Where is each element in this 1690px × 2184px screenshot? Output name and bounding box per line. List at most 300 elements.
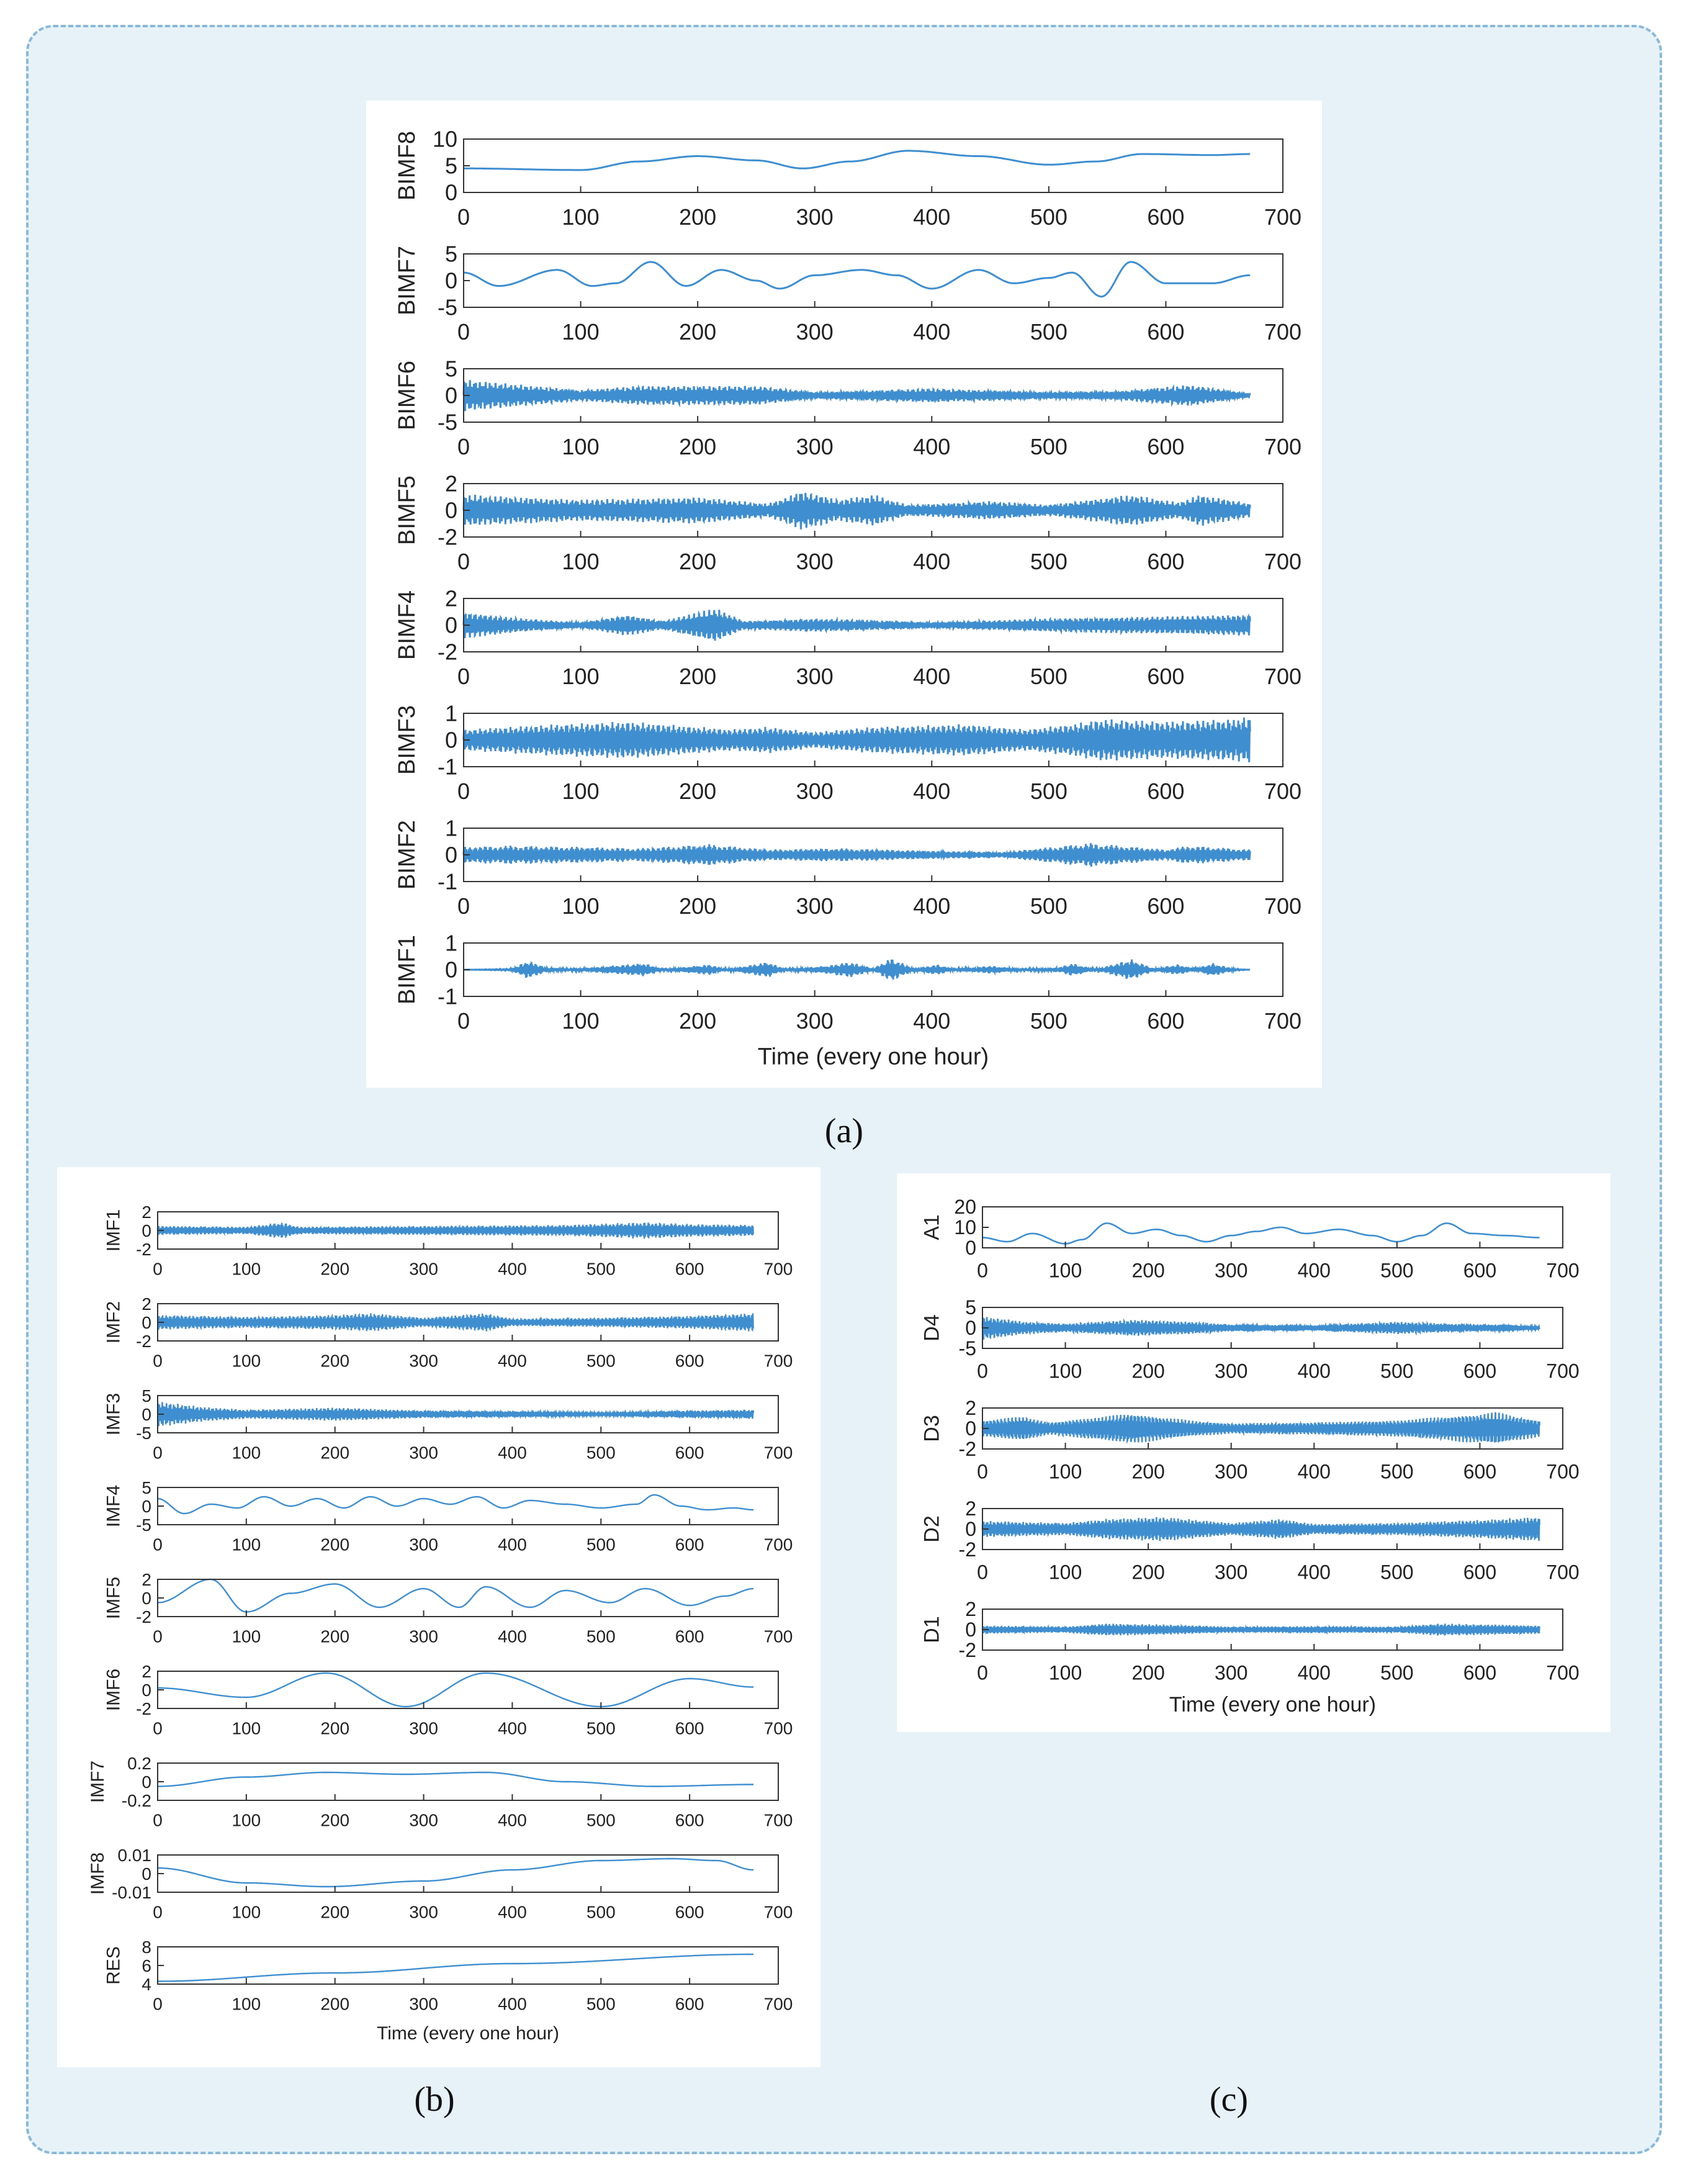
x-tick-label: 400 [913, 204, 951, 230]
x-tick-label: 500 [1030, 663, 1067, 689]
x-tick-label: 0 [153, 1351, 163, 1371]
y-tick-label: 0 [142, 1588, 151, 1608]
x-tick-label: 600 [675, 1627, 704, 1646]
x-tick-label: 400 [913, 548, 951, 574]
chart-b [57, 1167, 820, 2067]
series-line-BIMF5 [464, 493, 1250, 530]
y-tick-label: 0 [142, 1772, 151, 1792]
x-tick-label: 100 [231, 1994, 261, 2014]
y-tick-label: 2 [444, 585, 457, 611]
y-axis-label: IMF7 [88, 1760, 109, 1803]
x-tick-label: 300 [409, 1810, 438, 1830]
x-tick-label: 0 [977, 1259, 988, 1282]
series-line-BIMF3 [464, 718, 1250, 762]
x-tick-label: 700 [763, 1443, 793, 1463]
axes-box [464, 139, 1283, 192]
x-tick-label: 300 [796, 1008, 834, 1034]
x-tick-label: 700 [1264, 433, 1302, 459]
y-tick-label: -2 [437, 639, 457, 665]
series-line-IMF1 [158, 1222, 753, 1239]
x-tick-label: 500 [1030, 1008, 1067, 1034]
x-tick-label: 0 [457, 548, 470, 574]
axes-box [158, 1763, 778, 1800]
x-tick-label: 0 [977, 1460, 988, 1483]
x-tick-label: 600 [675, 1443, 704, 1463]
x-tick-label: 700 [1546, 1661, 1580, 1684]
y-tick-label: 5 [444, 241, 457, 267]
series-line-IMF3 [158, 1402, 753, 1426]
series-line-IMF6 [158, 1673, 753, 1707]
subplot-b-4 [103, 1478, 793, 1555]
x-tick-label: 700 [763, 1627, 793, 1646]
y-axis-label: BIMF6 [393, 361, 420, 430]
x-tick-label: 200 [320, 1994, 350, 2014]
x-tick-label: 500 [586, 1810, 616, 1830]
x-axis-label: Time (every one hour) [377, 2023, 559, 2044]
y-tick-label: 0 [142, 1864, 151, 1884]
y-axis-label: D1 [920, 1616, 944, 1643]
x-tick-label: 300 [796, 548, 834, 574]
x-tick-label: 700 [1264, 663, 1302, 689]
axes-box [464, 254, 1283, 307]
x-tick-label: 700 [1264, 204, 1302, 230]
series-line-A1 [982, 1223, 1540, 1243]
x-tick-label: 100 [231, 1902, 261, 1922]
x-tick-label: 0 [457, 204, 470, 230]
y-tick-label: 0 [142, 1221, 151, 1240]
x-tick-label: 400 [1297, 1661, 1331, 1684]
x-tick-label: 100 [562, 548, 600, 574]
x-tick-label: 600 [1147, 433, 1185, 459]
x-tick-label: 100 [562, 778, 600, 804]
x-tick-label: 700 [763, 1351, 793, 1371]
x-tick-label: 600 [1463, 1259, 1497, 1282]
x-axis-label: Time (every one hour) [757, 1044, 989, 1070]
x-tick-label: 400 [913, 778, 951, 804]
y-tick-label: 0.2 [127, 1753, 151, 1773]
x-tick-label: 300 [409, 1902, 438, 1922]
y-tick-label: 5 [142, 1478, 151, 1497]
x-tick-label: 300 [409, 1259, 438, 1279]
x-tick-label: 400 [498, 1627, 527, 1646]
subplot-a-2 [394, 241, 1301, 345]
x-tick-label: 300 [1215, 1460, 1248, 1483]
y-axis-label: IMF6 [103, 1668, 124, 1712]
y-tick-label: 5 [142, 1386, 151, 1406]
y-tick-label: 0 [965, 1518, 976, 1541]
x-tick-label: 0 [977, 1561, 988, 1584]
x-tick-label: 0 [457, 893, 470, 919]
y-tick-label: 2 [965, 1598, 976, 1621]
y-tick-label: 0 [444, 957, 457, 983]
y-tick-label: -2 [136, 1607, 151, 1627]
x-tick-label: 200 [679, 318, 717, 345]
series-line-BIMF7 [464, 262, 1250, 297]
y-axis-label: BIMF5 [393, 476, 420, 545]
x-tick-label: 200 [320, 1443, 350, 1463]
y-tick-label: 1 [444, 930, 457, 956]
x-tick-label: 100 [1048, 1661, 1082, 1684]
x-tick-label: 300 [1215, 1561, 1248, 1584]
subplot-a-8 [394, 931, 1301, 1034]
subplot-c-3 [920, 1397, 1580, 1482]
x-tick-label: 400 [498, 1259, 527, 1279]
y-axis-label: IMF4 [103, 1484, 124, 1528]
x-tick-label: 0 [457, 318, 470, 345]
x-tick-label: 500 [1030, 548, 1067, 574]
y-tick-label: 0 [444, 842, 457, 868]
x-tick-label: 100 [1048, 1460, 1082, 1483]
x-tick-label: 100 [562, 204, 600, 230]
x-tick-label: 500 [1380, 1360, 1414, 1383]
x-tick-label: 700 [1546, 1561, 1580, 1584]
x-tick-label: 200 [679, 433, 717, 459]
series-line-RES [158, 1954, 753, 1982]
x-tick-label: 400 [1297, 1360, 1331, 1383]
y-tick-label: 2 [142, 1294, 151, 1314]
x-tick-label: 600 [1147, 204, 1185, 230]
x-tick-label: 100 [231, 1627, 261, 1646]
x-tick-label: 600 [675, 1718, 704, 1738]
y-axis-label: BIMF1 [393, 935, 420, 1004]
x-tick-label: 200 [1131, 1661, 1165, 1684]
y-axis-label: BIMF2 [393, 820, 420, 890]
y-tick-label: 4 [142, 1974, 151, 1994]
subplot-a-3 [394, 356, 1301, 459]
x-tick-label: 400 [498, 1810, 527, 1830]
x-tick-label: 500 [1380, 1661, 1414, 1684]
subplot-a-6 [394, 701, 1301, 804]
y-tick-label: 0 [965, 1237, 976, 1260]
x-tick-label: 200 [679, 663, 717, 689]
y-axis-label: D3 [920, 1415, 944, 1442]
x-tick-label: 500 [1030, 433, 1067, 459]
x-tick-label: 400 [498, 1902, 527, 1922]
y-axis-label: D2 [920, 1515, 944, 1543]
x-tick-label: 700 [1264, 778, 1302, 804]
y-axis-label: BIMF8 [393, 131, 420, 201]
x-tick-label: 200 [679, 548, 717, 574]
x-tick-label: 0 [153, 1902, 163, 1922]
x-tick-label: 300 [1215, 1360, 1248, 1383]
y-axis-label: BIMF4 [393, 590, 420, 660]
x-tick-label: 300 [1215, 1259, 1248, 1282]
x-tick-label: 300 [1215, 1661, 1248, 1684]
x-tick-label: 100 [231, 1443, 261, 1463]
y-tick-label: 0 [965, 1317, 976, 1340]
x-tick-label: 700 [1264, 548, 1302, 574]
y-tick-label: 5 [444, 356, 457, 382]
subplot-b-6 [103, 1662, 793, 1738]
x-tick-label: 0 [153, 1627, 163, 1646]
x-tick-label: 700 [1264, 318, 1302, 345]
y-tick-label: 6 [142, 1956, 151, 1975]
y-tick-label: 2 [142, 1202, 151, 1222]
y-tick-label: 1 [444, 815, 457, 841]
series-line-BIMF8 [464, 151, 1250, 170]
x-tick-label: 300 [796, 778, 834, 804]
x-tick-label: 500 [1380, 1259, 1414, 1282]
y-tick-label: -1 [437, 983, 457, 1009]
x-tick-label: 0 [457, 433, 470, 459]
subplot-c-4 [920, 1497, 1580, 1583]
y-tick-label: 0 [142, 1404, 151, 1424]
subplot-b-5 [103, 1570, 793, 1646]
x-tick-label: 200 [1131, 1561, 1165, 1584]
subplot-b-3 [103, 1386, 793, 1463]
x-tick-label: 100 [231, 1351, 261, 1371]
y-tick-label: 0 [965, 1618, 976, 1641]
x-tick-label: 700 [1546, 1259, 1580, 1282]
subplot-b-9 [103, 1938, 793, 2014]
y-tick-label: 0 [444, 179, 457, 205]
x-tick-label: 400 [498, 1351, 527, 1371]
x-tick-label: 600 [1147, 663, 1185, 689]
x-tick-label: 100 [1048, 1259, 1082, 1282]
y-axis-label: D4 [920, 1314, 944, 1342]
y-tick-label: 0 [444, 382, 457, 408]
x-tick-label: 0 [977, 1360, 988, 1383]
x-tick-label: 100 [231, 1718, 261, 1738]
y-tick-label: -0.01 [112, 1882, 151, 1902]
x-tick-label: 600 [675, 1351, 704, 1371]
x-tick-label: 100 [1048, 1561, 1082, 1584]
y-tick-label: -1 [437, 754, 457, 780]
x-tick-label: 300 [409, 1627, 438, 1646]
x-tick-label: 100 [562, 433, 600, 459]
subplot-c-5 [920, 1598, 1580, 1684]
chart-c [897, 1173, 1611, 1732]
x-tick-label: 300 [796, 893, 834, 919]
y-tick-label: 1 [444, 700, 457, 726]
y-axis-label: IMF3 [103, 1392, 124, 1436]
subplot-b-1 [103, 1203, 793, 1279]
x-tick-label: 200 [1131, 1259, 1165, 1282]
y-tick-label: -2 [136, 1699, 151, 1718]
x-tick-label: 400 [498, 1994, 527, 2014]
x-tick-label: 500 [586, 1351, 616, 1371]
y-tick-label: 0 [965, 1417, 976, 1440]
y-axis-label: A1 [920, 1214, 944, 1240]
x-tick-label: 600 [675, 1902, 704, 1922]
y-tick-label: -2 [136, 1331, 151, 1351]
x-tick-label: 300 [796, 318, 834, 345]
series-line-IMF8 [158, 1859, 753, 1887]
y-tick-label: 5 [444, 153, 457, 179]
series-line-BIMF6 [464, 380, 1250, 411]
subplot-b-8 [88, 1846, 793, 1922]
x-tick-label: 700 [763, 1535, 793, 1555]
subplot-a-4 [394, 471, 1301, 574]
y-tick-label: 0.01 [117, 1845, 151, 1865]
x-tick-label: 600 [675, 1994, 704, 2014]
y-tick-label: -5 [437, 294, 457, 320]
x-tick-label: 100 [562, 893, 600, 919]
x-tick-label: 200 [320, 1718, 350, 1738]
x-tick-label: 600 [1147, 1008, 1185, 1034]
subplot-b-7 [88, 1754, 793, 1830]
y-tick-label: -0.2 [121, 1790, 151, 1810]
x-tick-label: 600 [1463, 1460, 1497, 1483]
x-tick-label: 100 [231, 1810, 261, 1830]
subplot-a-1 [394, 127, 1301, 230]
y-tick-label: -5 [958, 1337, 976, 1360]
y-axis-label: BIMF3 [393, 705, 420, 775]
x-tick-label: 400 [1297, 1561, 1331, 1584]
x-tick-label: 700 [763, 1810, 793, 1830]
x-tick-label: 200 [320, 1627, 350, 1646]
series-line-BIMF2 [464, 843, 1250, 867]
x-tick-label: 400 [913, 1008, 951, 1034]
x-tick-label: 700 [1546, 1460, 1580, 1483]
y-tick-label: 2 [444, 471, 457, 497]
x-tick-label: 700 [763, 1259, 793, 1279]
x-tick-label: 300 [409, 1994, 438, 2014]
x-tick-label: 200 [679, 893, 717, 919]
y-tick-label: 2 [965, 1397, 976, 1420]
x-tick-label: 600 [1147, 548, 1185, 574]
series-line-IMF2 [158, 1313, 753, 1331]
x-tick-label: 700 [763, 1902, 793, 1922]
x-tick-label: 500 [586, 1994, 616, 2014]
x-tick-label: 0 [153, 1718, 163, 1738]
y-tick-label: 0 [444, 268, 457, 294]
x-tick-label: 400 [1297, 1259, 1331, 1282]
x-tick-label: 600 [675, 1810, 704, 1830]
x-tick-label: 500 [1030, 204, 1067, 230]
x-tick-label: 700 [1264, 893, 1302, 919]
x-tick-label: 600 [1147, 778, 1185, 804]
x-tick-label: 500 [1030, 893, 1067, 919]
x-tick-label: 500 [1380, 1561, 1414, 1584]
x-tick-label: 400 [913, 433, 951, 459]
panel-c [897, 1173, 1611, 1732]
panel-a [366, 101, 1322, 1088]
y-tick-label: -5 [136, 1423, 151, 1443]
x-tick-label: 0 [457, 1008, 470, 1034]
y-tick-label: -2 [958, 1538, 976, 1561]
y-tick-label: 0 [142, 1496, 151, 1516]
x-tick-label: 200 [320, 1902, 350, 1922]
x-tick-label: 300 [796, 433, 834, 459]
x-tick-label: 700 [763, 1718, 793, 1738]
y-tick-label: -1 [437, 869, 457, 895]
y-axis-label: RES [103, 1946, 124, 1985]
y-tick-label: -2 [958, 1639, 976, 1662]
x-tick-label: 600 [1463, 1360, 1497, 1383]
x-tick-label: 400 [1297, 1460, 1331, 1483]
x-tick-label: 100 [231, 1259, 261, 1279]
y-tick-label: -2 [136, 1239, 151, 1259]
series-line-IMF5 [158, 1579, 753, 1612]
x-tick-label: 600 [675, 1535, 704, 1555]
series-line-BIMF4 [464, 610, 1250, 641]
series-line-D2 [982, 1517, 1540, 1541]
x-tick-label: 0 [153, 1994, 163, 2014]
series-line-BIMF1 [464, 960, 1250, 980]
x-tick-label: 200 [1131, 1360, 1165, 1383]
y-tick-label: 2 [142, 1569, 151, 1589]
y-axis-label: IMF2 [103, 1301, 124, 1344]
x-tick-label: 100 [231, 1535, 261, 1555]
x-tick-label: 700 [1264, 1008, 1302, 1034]
y-tick-label: 10 [432, 126, 457, 152]
y-axis-label: IMF5 [103, 1576, 124, 1620]
x-tick-label: 700 [763, 1994, 793, 2014]
y-tick-label: 2 [965, 1497, 976, 1520]
axes-box [982, 1207, 1563, 1248]
y-tick-label: 2 [142, 1661, 151, 1681]
x-tick-label: 400 [498, 1443, 527, 1463]
x-tick-label: 0 [153, 1443, 163, 1463]
x-tick-label: 600 [1463, 1561, 1497, 1584]
x-tick-label: 0 [153, 1810, 163, 1830]
y-tick-label: 10 [954, 1216, 976, 1239]
y-tick-label: 0 [142, 1680, 151, 1700]
y-tick-label: -2 [958, 1438, 976, 1461]
panel-b [57, 1167, 820, 2067]
series-line-D4 [982, 1317, 1540, 1340]
x-axis-label: Time (every one hour) [1169, 1692, 1377, 1717]
y-tick-label: 0 [444, 727, 457, 753]
y-tick-label: -2 [437, 524, 457, 550]
x-tick-label: 200 [320, 1259, 350, 1279]
x-tick-label: 200 [320, 1535, 350, 1555]
x-tick-label: 500 [1030, 778, 1067, 804]
x-tick-label: 300 [796, 663, 834, 689]
x-tick-label: 200 [320, 1351, 350, 1371]
x-tick-label: 300 [796, 204, 834, 230]
x-tick-label: 100 [1048, 1360, 1082, 1383]
x-tick-label: 100 [562, 1008, 600, 1034]
series-line-IMF4 [158, 1495, 753, 1514]
y-tick-label: -5 [437, 409, 457, 435]
x-tick-label: 400 [913, 893, 951, 919]
x-tick-label: 600 [1147, 893, 1185, 919]
y-axis-label: BIMF7 [393, 246, 420, 315]
x-tick-label: 500 [586, 1535, 616, 1555]
x-tick-label: 500 [586, 1902, 616, 1922]
x-tick-label: 500 [586, 1259, 616, 1279]
x-tick-label: 300 [409, 1535, 438, 1555]
x-tick-label: 0 [457, 663, 470, 689]
x-tick-label: 600 [675, 1259, 704, 1279]
x-tick-label: 0 [153, 1259, 163, 1279]
x-tick-label: 300 [409, 1351, 438, 1371]
x-tick-label: 600 [1147, 318, 1185, 345]
x-tick-label: 100 [562, 318, 600, 345]
x-tick-label: 0 [457, 778, 470, 804]
subplot-a-7 [394, 816, 1301, 919]
x-tick-label: 400 [498, 1718, 527, 1738]
subplot-b-2 [103, 1294, 793, 1371]
x-tick-label: 300 [409, 1443, 438, 1463]
x-tick-label: 500 [586, 1627, 616, 1646]
x-tick-label: 700 [1546, 1360, 1580, 1383]
y-tick-label: 0 [444, 612, 457, 638]
x-tick-label: 600 [1463, 1661, 1497, 1684]
caption-b: (b) [414, 2080, 455, 2119]
x-tick-label: 200 [679, 778, 717, 804]
y-axis-label: IMF1 [103, 1209, 124, 1252]
x-tick-label: 400 [498, 1535, 527, 1555]
y-tick-label: 8 [142, 1937, 151, 1957]
x-tick-label: 300 [409, 1718, 438, 1738]
x-tick-label: 200 [679, 1008, 717, 1034]
x-tick-label: 400 [913, 318, 951, 345]
x-tick-label: 500 [586, 1443, 616, 1463]
subplot-c-2 [920, 1296, 1580, 1382]
